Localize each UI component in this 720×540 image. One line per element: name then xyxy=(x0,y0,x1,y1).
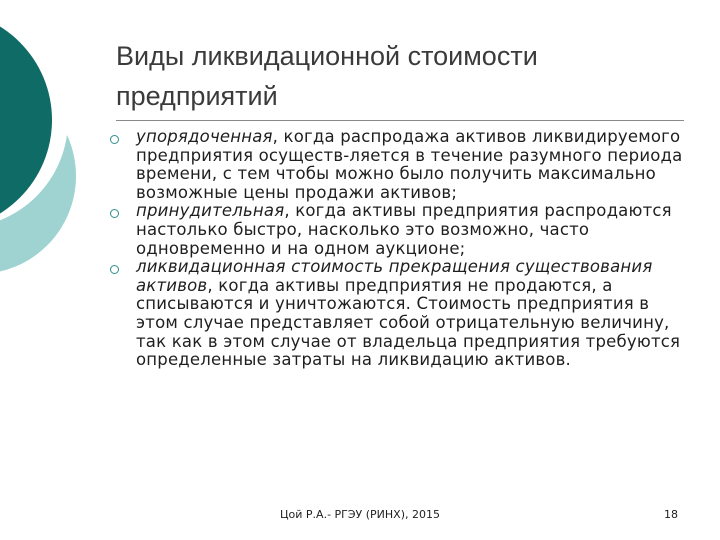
bullet-item-termination xyxy=(110,258,695,370)
decorative-circles xyxy=(0,0,80,290)
footer-author: Цой Р.А.- РГЭУ (РИНХ), 2015 xyxy=(280,508,440,521)
bullet-text: , когда активы предприятия не продаются, а списываются и уничтожаются. Стоимость предприятия в этом случае представляет собой отрицательную величину, так как в этом случае от владельца предприятия требуются определенные затраты на ликвидацию активов. xyxy=(136,275,681,370)
bullet-term: упорядоченная xyxy=(136,127,273,146)
circle-bullet-icon xyxy=(110,135,119,144)
bullet-list xyxy=(110,128,695,370)
slide-title: Виды ликвидационной стоимости предприятий xyxy=(116,41,538,111)
bullet-term: принудительная xyxy=(136,201,285,221)
bullet-term: ликвидационная стоимость прекращения существования активов xyxy=(136,257,653,295)
bullet-text: , когда распродажа активов ликвидируемого предприятия осуществ-ляется в течение разумного периода времени, с тем чтобы можно было получить максимально возможные цены продажи активов; xyxy=(136,127,683,202)
bullet-item-ordered xyxy=(110,128,695,202)
title-divider xyxy=(116,120,684,121)
circle-bullet-icon xyxy=(110,209,119,218)
bullet-item-forced xyxy=(110,202,695,258)
bullet-text: , когда активы предприятия распродаются настолько быстро, насколько это возможно, часто одновременно и на одном аукционе; xyxy=(136,201,672,258)
circle-bullet-icon xyxy=(110,265,119,274)
page-number: 18 xyxy=(664,508,678,521)
